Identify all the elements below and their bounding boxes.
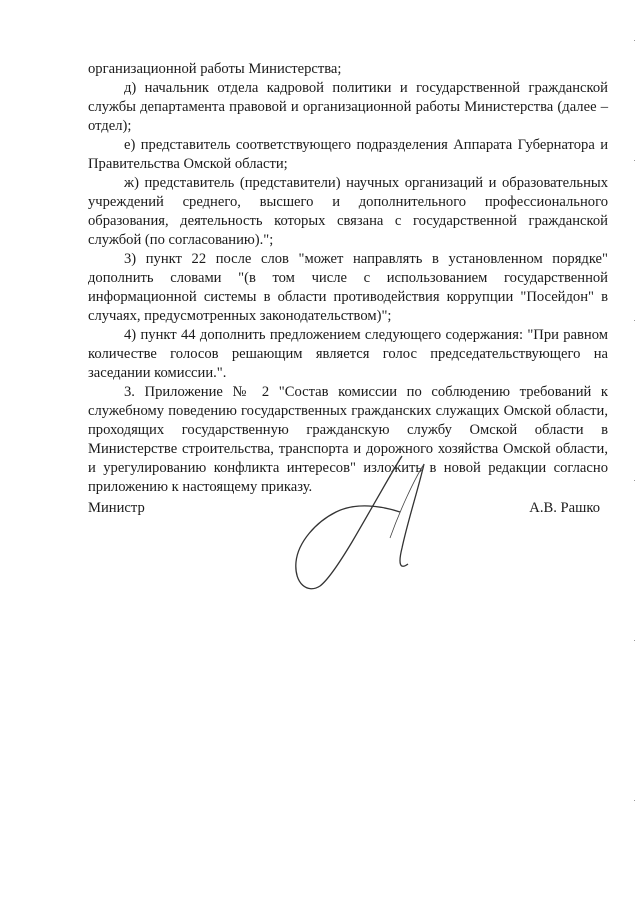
handwritten-signature	[290, 450, 450, 600]
paragraph-item-zh: ж) представитель (представители) научных организаций и образовательных учреждений среднего, высшего и дополнительного профессионального образования, деятельность которых связана с государственной гражданской службой (по согласованию).";	[88, 175, 608, 248]
paragraph-item-3: 3) пункт 22 после слов "может направлять в установленном порядке" дополнить словами "(в том числе с использованием государственной информационной системы в области противодействия коррупции "Посейдон" в случаях, предусмотренных законодательством)";	[88, 251, 608, 324]
document-body	[88, 60, 608, 497]
paragraph-item-d: д) начальник отдела кадровой политики и государственной гражданской службы департамента правовой и организационной работы Министерства (далее – отдел);	[88, 80, 608, 134]
signatory-title: Министр	[88, 500, 145, 516]
paragraph-item-e: е) представитель соответствующего подразделения Аппарата Губернатора и Правительства Омской области;	[88, 137, 608, 172]
signatory-name: А.В. Рашко	[529, 500, 600, 516]
paragraph-continuation: организационной работы Министерства;	[88, 61, 342, 77]
paragraph-section-3: 3. Приложение № 2 "Состав комиссии по соблюдению требований к служебному поведению государственных гражданских служащих Омской области, проходящих государственную гражданскую службу Омской области в Министерстве строительства, транспорта и дорожного хозяйства Омской области, и урегулированию конфликта интересов" изложить в новой редакции согласно приложению к настоящему приказу.	[88, 384, 608, 495]
paragraph-item-4: 4) пункт 44 дополнить предложением следующего содержания: "При равном количестве голосов решающим является голос председательствующего на заседании комиссии.".	[88, 327, 608, 381]
